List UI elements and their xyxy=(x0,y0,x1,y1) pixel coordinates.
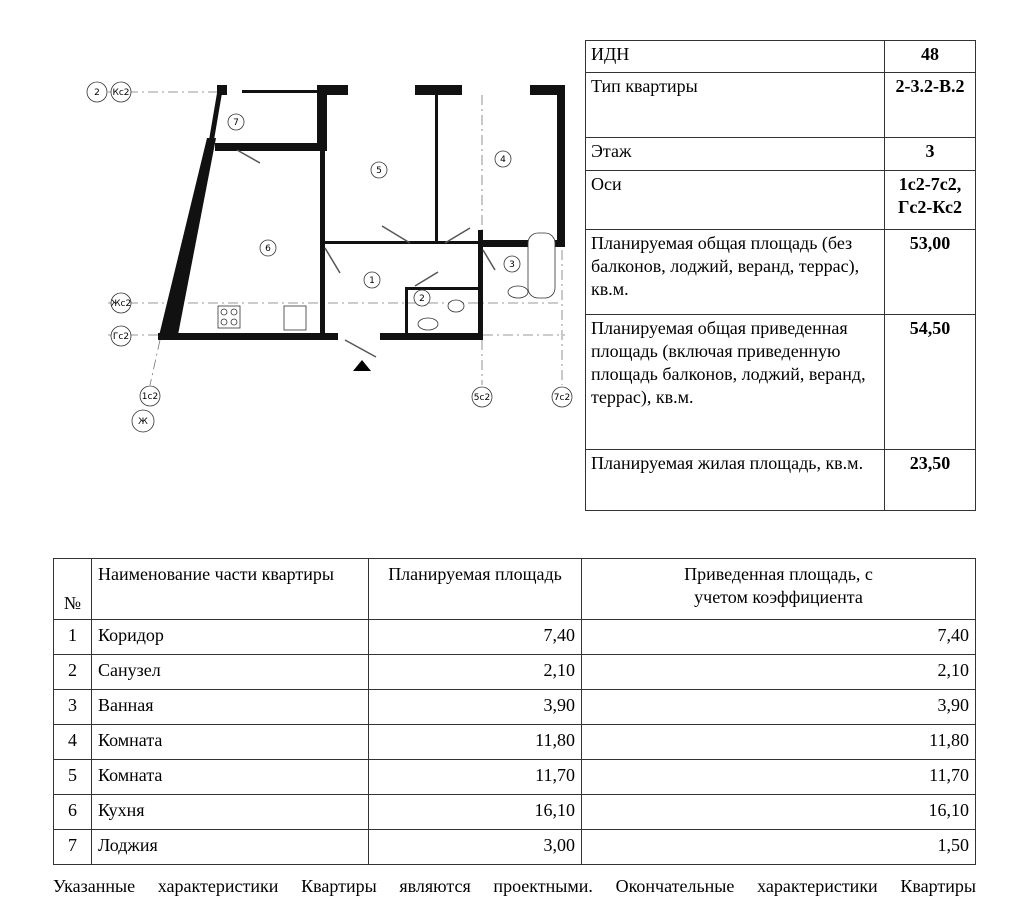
table-cell: 6 xyxy=(54,795,92,830)
info-row: Планируемая жилая площадь, кв.м. 23,50 xyxy=(586,450,976,511)
room-number: 4 xyxy=(500,155,506,165)
table-row xyxy=(54,620,976,655)
table-cell: 3,90 xyxy=(369,690,582,725)
floor-plan xyxy=(0,0,600,450)
axis-label: 1с2 xyxy=(141,392,159,402)
table-row xyxy=(54,795,976,830)
room-number: 6 xyxy=(265,244,271,254)
table-cell: Комната xyxy=(92,725,369,760)
axis-label: Гс2 xyxy=(112,332,130,342)
info-row: Этаж 3 xyxy=(586,138,976,171)
table-cell: 3 xyxy=(54,690,92,725)
room-number: 2 xyxy=(419,294,425,304)
table-cell: 11,70 xyxy=(369,760,582,795)
table-cell: 5 xyxy=(54,760,92,795)
room-number: 3 xyxy=(509,260,515,270)
doors xyxy=(237,150,495,357)
info-row: Планируемая общая площадь (без балконов, лоджий, веранд, террас), кв.м. 53,00 xyxy=(586,230,976,315)
room-labels xyxy=(87,82,572,432)
axis-label: 5с2 xyxy=(473,393,491,403)
info-row: Планируемая общая приведенная площадь (включая приведенную площадь балконов, лоджий, веранд, террас), кв.м. 54,50 xyxy=(586,315,976,450)
table-cell: Кухня xyxy=(92,795,369,830)
walls xyxy=(158,85,565,340)
table-cell: Лоджия xyxy=(92,830,369,865)
table-row xyxy=(54,690,976,725)
entrance-arrow-icon xyxy=(353,360,371,371)
table-row xyxy=(54,830,976,865)
table-header: № Наименование части квартиры Планируемая площадь Приведенная площадь, с учетом коэффициента xyxy=(54,559,976,620)
table-cell: 11,80 xyxy=(369,725,582,760)
room-number: 5 xyxy=(376,166,382,176)
disclaimer-text: Указанные характеристики Квартиры являются проектными. Окончательные характеристики Квартиры xyxy=(53,876,976,896)
apartment-info-table xyxy=(585,40,976,511)
axis-label: Кс2 xyxy=(112,88,130,98)
table-cell: Ванная xyxy=(92,690,369,725)
table-cell: 7 xyxy=(54,830,92,865)
table-cell: 7,40 xyxy=(369,620,582,655)
table-cell: Коридор xyxy=(92,620,369,655)
table-cell: 7,40 xyxy=(582,620,976,655)
table-cell: 11,70 xyxy=(582,760,976,795)
table-cell: 16,10 xyxy=(582,795,976,830)
axis-label: 7с2 xyxy=(553,393,571,403)
table-cell: Комната xyxy=(92,760,369,795)
axis-label: Жс2 xyxy=(110,299,132,309)
table-cell: 2,10 xyxy=(369,655,582,690)
table-cell: 1 xyxy=(54,620,92,655)
info-row: ИДН 48 xyxy=(586,41,976,73)
rooms-table xyxy=(53,558,976,865)
table-cell: 11,80 xyxy=(582,725,976,760)
info-row: Оси 1с2-7с2, Гс2-Кс2 xyxy=(586,171,976,230)
table-cell: 1,50 xyxy=(582,830,976,865)
table-cell: 2,10 xyxy=(582,655,976,690)
room-number: 1 xyxy=(369,276,375,286)
table-row xyxy=(54,655,976,690)
table-cell: 16,10 xyxy=(369,795,582,830)
table-cell: 4 xyxy=(54,725,92,760)
axis-label: 2 xyxy=(94,88,100,98)
table-row xyxy=(54,725,976,760)
axis-label: Ж xyxy=(138,417,148,427)
table-cell: 3,90 xyxy=(582,690,976,725)
room-number: 7 xyxy=(233,118,239,128)
grid-axes xyxy=(108,92,565,385)
table-row xyxy=(54,760,976,795)
table-cell: Санузел xyxy=(92,655,369,690)
info-row: Тип квартиры 2-3.2-В.2 xyxy=(586,73,976,138)
table-cell: 2 xyxy=(54,655,92,690)
table-cell: 3,00 xyxy=(369,830,582,865)
